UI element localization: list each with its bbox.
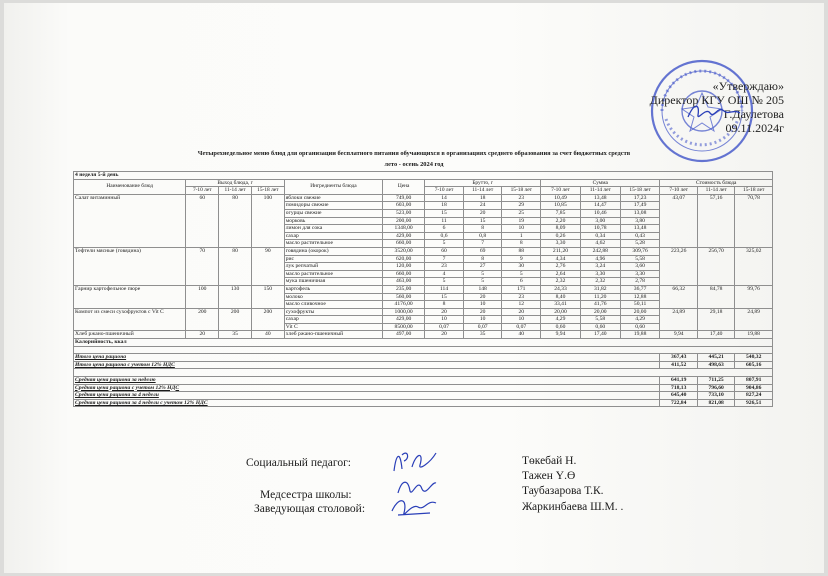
role-school-nurse: Медсестра школы: — [260, 489, 352, 501]
dish-cost: 99,76 — [735, 285, 773, 308]
total-value: 718,13 — [660, 384, 697, 392]
menu-cost-table — [73, 171, 773, 407]
approval-director: Директор КГУ ОШ № 205 — [649, 93, 784, 107]
gross-value: 23 — [425, 263, 464, 271]
sum-value: 9,94 — [541, 331, 581, 339]
gross-value: 20 — [502, 308, 541, 316]
ingredient-price: 497,00 — [383, 331, 425, 339]
dish-yield: 40 — [251, 331, 284, 339]
ingredient-price: 120,00 — [383, 263, 425, 271]
ingredient-name: сахар — [284, 316, 382, 324]
sum-value: 50,11 — [620, 301, 660, 309]
gross-value: 60 — [425, 247, 464, 255]
total-row — [74, 361, 773, 369]
ingredient-name: картофель — [284, 285, 382, 293]
sum-value: 0,26 — [541, 232, 581, 240]
sum-value: 33,41 — [541, 301, 581, 309]
sum-value: 0,60 — [620, 323, 660, 331]
dish-yield: 130 — [219, 285, 252, 308]
sum-value: 12,88 — [620, 293, 660, 301]
total-value: 722,84 — [660, 399, 697, 407]
total-row — [74, 377, 773, 385]
total-row — [74, 399, 773, 407]
total-value: 498,63 — [697, 361, 734, 369]
sum-value: 13,48 — [620, 225, 660, 233]
age-col: 11-14 лет — [219, 187, 252, 195]
approval-date: 09.11.2024г — [725, 121, 784, 135]
dish-name: Компот из смеси сухофруктов с Vit C — [74, 308, 186, 331]
total-value: 540,32 — [735, 354, 773, 362]
col-gross: Брутто, г — [425, 179, 541, 187]
total-value: 411,52 — [660, 361, 697, 369]
dish-cost: 24,89 — [660, 308, 697, 331]
ingredient-price: 1000,00 — [383, 308, 425, 316]
sum-value: 13,48 — [580, 194, 620, 202]
gross-value: 24 — [463, 202, 502, 210]
age-col: 11-14 лет — [697, 187, 734, 195]
age-col: 11-14 лет — [463, 187, 502, 195]
name-social-pedagogue-1: Төкебай Н. — [522, 455, 577, 467]
ingredient-price: 3520,00 — [383, 247, 425, 255]
total-value: 827,24 — [735, 392, 773, 400]
age-col: 15-18 лет — [251, 187, 284, 195]
col-cost: Стоимость блюда — [660, 179, 773, 187]
sum-value: 13,08 — [620, 209, 660, 217]
sum-value: 5,28 — [620, 240, 660, 248]
total-value: 367,43 — [660, 354, 697, 362]
gross-value: 8 — [463, 255, 502, 263]
gross-value: 14 — [425, 194, 464, 202]
sum-value: 20,00 — [580, 308, 620, 316]
age-col: 11-14 лет — [580, 187, 620, 195]
dish-cost: 17,40 — [697, 331, 734, 339]
sum-value: 4,29 — [541, 316, 581, 324]
document-sheet — [4, 3, 824, 573]
gross-value: 30 — [502, 263, 541, 271]
gross-value: 25 — [502, 209, 541, 217]
gross-value: 148 — [463, 285, 502, 293]
dish-yield: 90 — [251, 247, 284, 285]
dish-yield: 150 — [251, 285, 284, 308]
sum-value: 10,46 — [580, 209, 620, 217]
total-value: 926,51 — [735, 399, 773, 407]
table-row — [74, 285, 773, 293]
gross-value: 15 — [425, 209, 464, 217]
sum-value: 242,88 — [580, 247, 620, 255]
ingredient-name: масло растительное — [284, 270, 382, 278]
col-sum: Сумма — [541, 179, 660, 187]
dish-cost: 9,94 — [660, 331, 697, 339]
spacer-cell — [74, 369, 773, 377]
dish-yield: 20 — [186, 331, 219, 339]
gross-value: 40 — [502, 331, 541, 339]
gross-value: 20 — [425, 308, 464, 316]
sum-value: 0,34 — [580, 232, 620, 240]
ingredient-price: 8500,00 — [383, 323, 425, 331]
gross-value: 23 — [502, 194, 541, 202]
table-row — [74, 247, 773, 255]
age-col: 15-18 лет — [502, 187, 541, 195]
sum-value: 17,23 — [620, 194, 660, 202]
gross-value: 8 — [502, 240, 541, 248]
ingredient-name: молоко — [284, 293, 382, 301]
ingredient-name: морковь — [284, 217, 382, 225]
gross-value: 10 — [502, 225, 541, 233]
ingredient-name: рис — [284, 255, 382, 263]
ingredient-price: 603,00 — [383, 202, 425, 210]
dish-cost: 256,70 — [697, 247, 734, 285]
sum-value: 5,58 — [620, 255, 660, 263]
sum-value: 31,82 — [580, 285, 620, 293]
gross-value: 15 — [463, 217, 502, 225]
spacer-row — [74, 369, 773, 377]
sum-value: 36,77 — [620, 285, 660, 293]
sum-value: 8,09 — [541, 225, 581, 233]
dish-cost: 29,18 — [697, 308, 734, 331]
dish-yield: 35 — [219, 331, 252, 339]
gross-value: 0,07 — [502, 323, 541, 331]
sum-value: 11,20 — [580, 293, 620, 301]
age-col: 7-10 лет — [186, 187, 219, 195]
handwritten-signature — [388, 493, 438, 521]
dish-cost: 325,02 — [735, 247, 773, 285]
gross-value: 6 — [502, 278, 541, 286]
calorie-row — [74, 339, 773, 347]
age-col: 7-10 лет — [425, 187, 464, 195]
sum-value: 4,62 — [580, 240, 620, 248]
ingredient-name: говядина (окорок) — [284, 247, 382, 255]
ingredient-name: масло растительное — [284, 240, 382, 248]
gross-value: 5 — [463, 270, 502, 278]
sum-value: 41,76 — [580, 301, 620, 309]
gross-value: 9 — [502, 255, 541, 263]
gross-value: 69 — [463, 247, 502, 255]
dish-cost: 84,78 — [697, 285, 734, 308]
gross-value: 0,8 — [463, 232, 502, 240]
approval-name: Г.Даулетова — [723, 107, 784, 121]
sum-value: 4,96 — [580, 255, 620, 263]
total-value: 641,19 — [660, 377, 697, 385]
dish-yield: 200 — [186, 308, 219, 331]
total-label: Средняя цена рациона с учетом 12% НДС — [74, 384, 660, 392]
gross-value: 18 — [425, 202, 464, 210]
dish-cost: 24,89 — [735, 308, 773, 331]
sum-value: 3,30 — [620, 270, 660, 278]
ingredient-price: 523,00 — [383, 209, 425, 217]
total-label: Средняя цена рациона за неделю — [74, 377, 660, 385]
gross-value: 114 — [425, 285, 464, 293]
total-label: Итого цена рациона с учетом 12% НДС — [74, 361, 660, 369]
sum-value: 2,64 — [541, 270, 581, 278]
ingredient-price: 660,00 — [383, 270, 425, 278]
gross-value: 10 — [425, 316, 464, 324]
sum-value: 3,00 — [580, 217, 620, 225]
dish-cost: 70,78 — [735, 194, 773, 247]
gross-value: 5 — [502, 270, 541, 278]
ingredient-price: 200,00 — [383, 217, 425, 225]
gross-value: 19 — [502, 217, 541, 225]
dish-yield: 200 — [219, 308, 252, 331]
sum-value: 0,60 — [541, 323, 581, 331]
day-label: 4 неделя 5-й день — [74, 172, 773, 180]
age-col: 15-18 лет — [735, 187, 773, 195]
table-row — [74, 308, 773, 316]
calorie-label: Калорийность, ккал — [74, 339, 773, 347]
gross-value: 11 — [425, 217, 464, 225]
ingredient-price: 4176,00 — [383, 301, 425, 309]
sum-value: 211,20 — [541, 247, 581, 255]
total-value: 904,86 — [735, 384, 773, 392]
dish-name: Салат витаминный — [74, 194, 186, 247]
sum-value: 4,29 — [620, 316, 660, 324]
sum-value: 10,85 — [541, 202, 581, 210]
role-social-pedagogue: Социальный педагог: — [246, 457, 351, 469]
gross-value: 12 — [502, 301, 541, 309]
ingredient-price: 429,00 — [383, 232, 425, 240]
total-value: 645,40 — [660, 392, 697, 400]
gross-value: 23 — [502, 293, 541, 301]
gross-value: 1 — [502, 232, 541, 240]
sum-value: 2,20 — [541, 217, 581, 225]
total-row — [74, 354, 773, 362]
name-social-pedagogue-2: Тажен Ү.Ө — [522, 470, 576, 482]
gross-value: 7 — [425, 255, 464, 263]
gross-value: 0,07 — [425, 323, 464, 331]
sum-value: 17,40 — [580, 331, 620, 339]
gross-value: 27 — [463, 263, 502, 271]
approval-heading: «Утверждаю» — [712, 79, 784, 93]
col-yield: Выход блюда, г — [186, 179, 284, 187]
sum-value: 20,00 — [541, 308, 581, 316]
gross-value: 20 — [425, 331, 464, 339]
gross-value: 20 — [463, 308, 502, 316]
age-col: 7-10 лет — [660, 187, 697, 195]
gross-value: 8 — [463, 225, 502, 233]
director-signature — [684, 99, 744, 125]
sum-value: 10,78 — [580, 225, 620, 233]
total-value: 796,60 — [697, 384, 734, 392]
ingredient-name: хлеб ржано-пшеничный — [284, 331, 382, 339]
sum-value: 2,78 — [620, 278, 660, 286]
gross-value: 5 — [425, 278, 464, 286]
sum-value: 19,88 — [620, 331, 660, 339]
dish-yield: 200 — [251, 308, 284, 331]
gross-value: 7 — [463, 240, 502, 248]
name-school-nurse: Таубазарова Т.К. — [522, 485, 604, 497]
ingredient-name: помидоры свежие — [284, 202, 382, 210]
age-col: 7-10 лет — [541, 187, 581, 195]
document-title: Четырехнедельное меню блюд для организации бесплатного питания обучающихся в организациях среднего образования за счет бюджетных средств — [197, 150, 631, 157]
gross-value: 18 — [463, 194, 502, 202]
total-value: 807,91 — [735, 377, 773, 385]
gross-value: 20 — [463, 293, 502, 301]
gross-value: 15 — [425, 293, 464, 301]
total-label: Средняя цена рациона за 4 недели — [74, 392, 660, 400]
ingredient-name: яблоки свежие — [284, 194, 382, 202]
gross-value: 88 — [502, 247, 541, 255]
dish-cost: 223,26 — [660, 247, 697, 285]
dish-name: Тефтели мясные (говядина) — [74, 247, 186, 285]
sum-value: 3,80 — [620, 217, 660, 225]
gross-value: 20 — [463, 209, 502, 217]
gross-value: 0,6 — [425, 232, 464, 240]
gross-value: 35 — [463, 331, 502, 339]
col-price: Цена — [383, 179, 425, 194]
dish-cost: 43,07 — [660, 194, 697, 247]
ingredient-name: лимон для сока — [284, 225, 382, 233]
gross-value: 171 — [502, 285, 541, 293]
sum-value: 4,34 — [541, 255, 581, 263]
sum-value: 24,33 — [541, 285, 581, 293]
spacer-row — [74, 346, 773, 354]
sum-value: 0,60 — [580, 323, 620, 331]
total-value: 445,21 — [697, 354, 734, 362]
dish-name: Гарнир картофельное пюре — [74, 285, 186, 308]
sum-value: 17,49 — [620, 202, 660, 210]
total-row — [74, 384, 773, 392]
sum-value: 3,60 — [620, 263, 660, 271]
dish-yield: 60 — [186, 194, 219, 247]
sum-value: 7,85 — [541, 209, 581, 217]
ingredient-price: 660,00 — [383, 240, 425, 248]
gross-value: 0,07 — [463, 323, 502, 331]
sum-value: 309,76 — [620, 247, 660, 255]
table-row — [74, 194, 773, 202]
dish-cost: 19,88 — [735, 331, 773, 339]
ingredient-name: Vit C — [284, 323, 382, 331]
gross-value: 4 — [425, 270, 464, 278]
ingredient-price: 463,00 — [383, 278, 425, 286]
gross-value: 5 — [463, 278, 502, 286]
sum-value: 2,32 — [580, 278, 620, 286]
ingredient-price: 620,00 — [383, 255, 425, 263]
gross-value: 10 — [463, 301, 502, 309]
ingredient-name: мука пшеничная — [284, 278, 382, 286]
ingredient-name: огурцы свежие — [284, 209, 382, 217]
dish-yield: 80 — [219, 247, 252, 285]
document-subtitle: лето - осень 2024 год — [384, 161, 444, 168]
total-value: 605,16 — [735, 361, 773, 369]
total-row — [74, 392, 773, 400]
ingredient-name: сухофрукты — [284, 308, 382, 316]
col-dish: Наименование блюд — [74, 179, 186, 194]
sum-value: 5,58 — [580, 316, 620, 324]
dish-yield: 100 — [186, 285, 219, 308]
ingredient-price: 235,00 — [383, 285, 425, 293]
dish-yield: 70 — [186, 247, 219, 285]
sum-value: 0,43 — [620, 232, 660, 240]
dish-name: Хлеб ржано-пшеничный — [74, 331, 186, 339]
gross-value: 5 — [425, 240, 464, 248]
total-value: 821,08 — [697, 399, 734, 407]
gross-value: 8 — [425, 301, 464, 309]
dish-cost: 57,16 — [697, 194, 734, 247]
total-label: Итого цена рациона — [74, 354, 660, 362]
gross-value: 6 — [425, 225, 464, 233]
gross-value: 10 — [463, 316, 502, 324]
table-body — [74, 194, 773, 407]
sum-value: 2,76 — [541, 263, 581, 271]
sum-value: 3,24 — [580, 263, 620, 271]
sum-value: 3,30 — [541, 240, 581, 248]
role-canteen-head: Заведующая столовой: — [254, 503, 366, 515]
ingredient-price: 560,00 — [383, 293, 425, 301]
ingredient-price: 429,00 — [383, 316, 425, 324]
ingredient-name: сахар — [284, 232, 382, 240]
sum-value: 2,32 — [541, 278, 581, 286]
sum-value: 10,49 — [541, 194, 581, 202]
dish-yield: 80 — [219, 194, 252, 247]
age-col: 15-18 лет — [620, 187, 660, 195]
spacer-cell — [74, 346, 773, 354]
total-value: 711,25 — [697, 377, 734, 385]
ingredient-price: 749,00 — [383, 194, 425, 202]
dish-yield: 100 — [251, 194, 284, 247]
sum-value: 14,47 — [580, 202, 620, 210]
sum-value: 3,30 — [580, 270, 620, 278]
table-row — [74, 331, 773, 339]
gross-value: 29 — [502, 202, 541, 210]
total-label: Средняя цена рациона за 4 недели с учетом 12% НДС — [74, 399, 660, 407]
col-ingredients: Ингредиенты блюда — [284, 179, 382, 194]
sum-value: 20,00 — [620, 308, 660, 316]
gross-value: 10 — [502, 316, 541, 324]
sum-value: 8,40 — [541, 293, 581, 301]
dish-cost: 66,32 — [660, 285, 697, 308]
name-canteen-head: Жаркинбаева Ш.М. . — [522, 501, 624, 513]
ingredient-name: масло сливочное — [284, 301, 382, 309]
ingredient-name: лук репчатый — [284, 263, 382, 271]
ingredient-price: 1348,00 — [383, 225, 425, 233]
total-value: 733,10 — [697, 392, 734, 400]
